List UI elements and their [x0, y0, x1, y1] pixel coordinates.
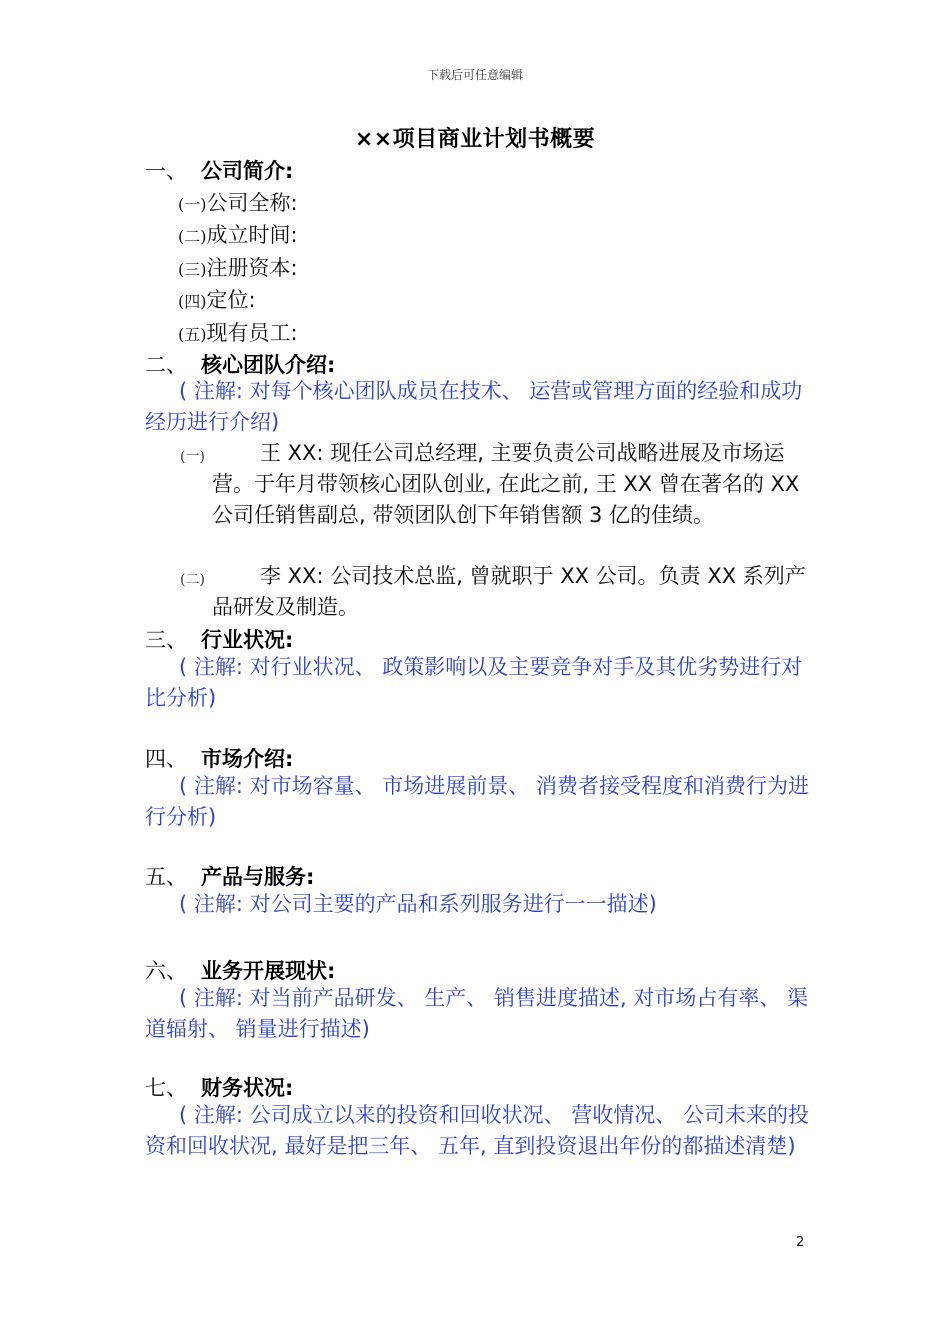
item-marker: (五)	[178, 325, 207, 344]
item-label: 成立时间:	[206, 223, 298, 247]
note-finance: ( 注解: 公司成立以来的投资和回收状况、 营收情况、 公司未来的投资和回收状况, 最好是把三年、 五年, 直到投资退出年份的都描述清楚)	[145, 1103, 809, 1158]
section-heading-business	[145, 955, 335, 985]
note-product: ( 注解: 对公司主要的产品和系列服务进行一一描述)	[179, 892, 657, 916]
item-marker: (二)	[178, 227, 207, 246]
item-label: 定位:	[206, 288, 256, 312]
company-item-founded	[178, 219, 298, 249]
page-number: 2	[796, 1235, 805, 1250]
section-heading-company	[145, 155, 293, 185]
section-title: 市场介绍:	[201, 747, 294, 771]
section-heading-finance	[145, 1072, 293, 1102]
item-marker: (一)	[178, 195, 207, 214]
item-marker: (四)	[178, 292, 207, 311]
section-heading-industry	[145, 624, 293, 654]
item-marker: (三)	[178, 260, 207, 279]
section-title: 财务状况:	[201, 1076, 294, 1100]
item-label: 公司全称:	[206, 191, 298, 215]
company-item-name	[178, 187, 298, 217]
section-number: 三、	[145, 628, 187, 652]
section-number: 二、	[145, 353, 187, 377]
section-title: 产品与服务:	[201, 865, 315, 889]
section-title: 行业状况:	[201, 628, 294, 652]
section-number: 五、	[145, 865, 187, 889]
section-number: 四、	[145, 747, 187, 771]
note-team: ( 注解: 对每个核心团队成员在技术、 运营或管理方面的经验和成功经历进行介绍)	[145, 379, 803, 434]
page-title: ××项目商业计划书概要	[354, 127, 596, 152]
section-title: 业务开展现状:	[201, 959, 336, 983]
section-heading-team	[145, 349, 335, 379]
company-item-capital	[178, 252, 298, 282]
section-number: 七、	[145, 1076, 187, 1100]
section-heading-product	[145, 861, 314, 891]
team-member-marker: (二)	[180, 572, 205, 588]
item-label: 现有员工:	[206, 321, 298, 345]
team-member-marker: (一)	[180, 449, 205, 465]
company-item-positioning	[178, 284, 256, 314]
team-member-text: 李 XX: 公司技术总监, 曾就职于 XX 公司。负责 XX 系列产品研发及制造。	[212, 564, 806, 619]
item-label: 注册资本:	[206, 256, 298, 280]
note-market: ( 注解: 对市场容量、 市场进展前景、 消费者接受程度和消费行为进行分析)	[145, 774, 809, 829]
section-title: 核心团队介绍:	[201, 353, 336, 377]
section-number: 六、	[145, 959, 187, 983]
section-title: 公司简介:	[201, 159, 294, 183]
section-heading-market	[145, 743, 293, 773]
team-member-text: 王 XX: 现任公司总经理, 主要负责公司战略进展及市场运营。于年月带领核心团队创业, 在此之前, 王 XX 曾在著名的 XX 公司任销售副总, 带领团队创下年销售额 3 亿的佳绩。	[212, 441, 800, 527]
note-industry: ( 注解: 对行业状况、 政策影响以及主要竞争对手及其优劣势进行对比分析)	[145, 655, 803, 710]
section-number: 一、	[145, 159, 187, 183]
header-note: 下载后可任意编辑	[426, 68, 523, 82]
company-item-staff	[178, 317, 298, 347]
note-business: ( 注解: 对当前产品研发、 生产、 销售进度描述, 对市场占有率、 渠道辐射、 销量进行描述)	[145, 986, 808, 1041]
